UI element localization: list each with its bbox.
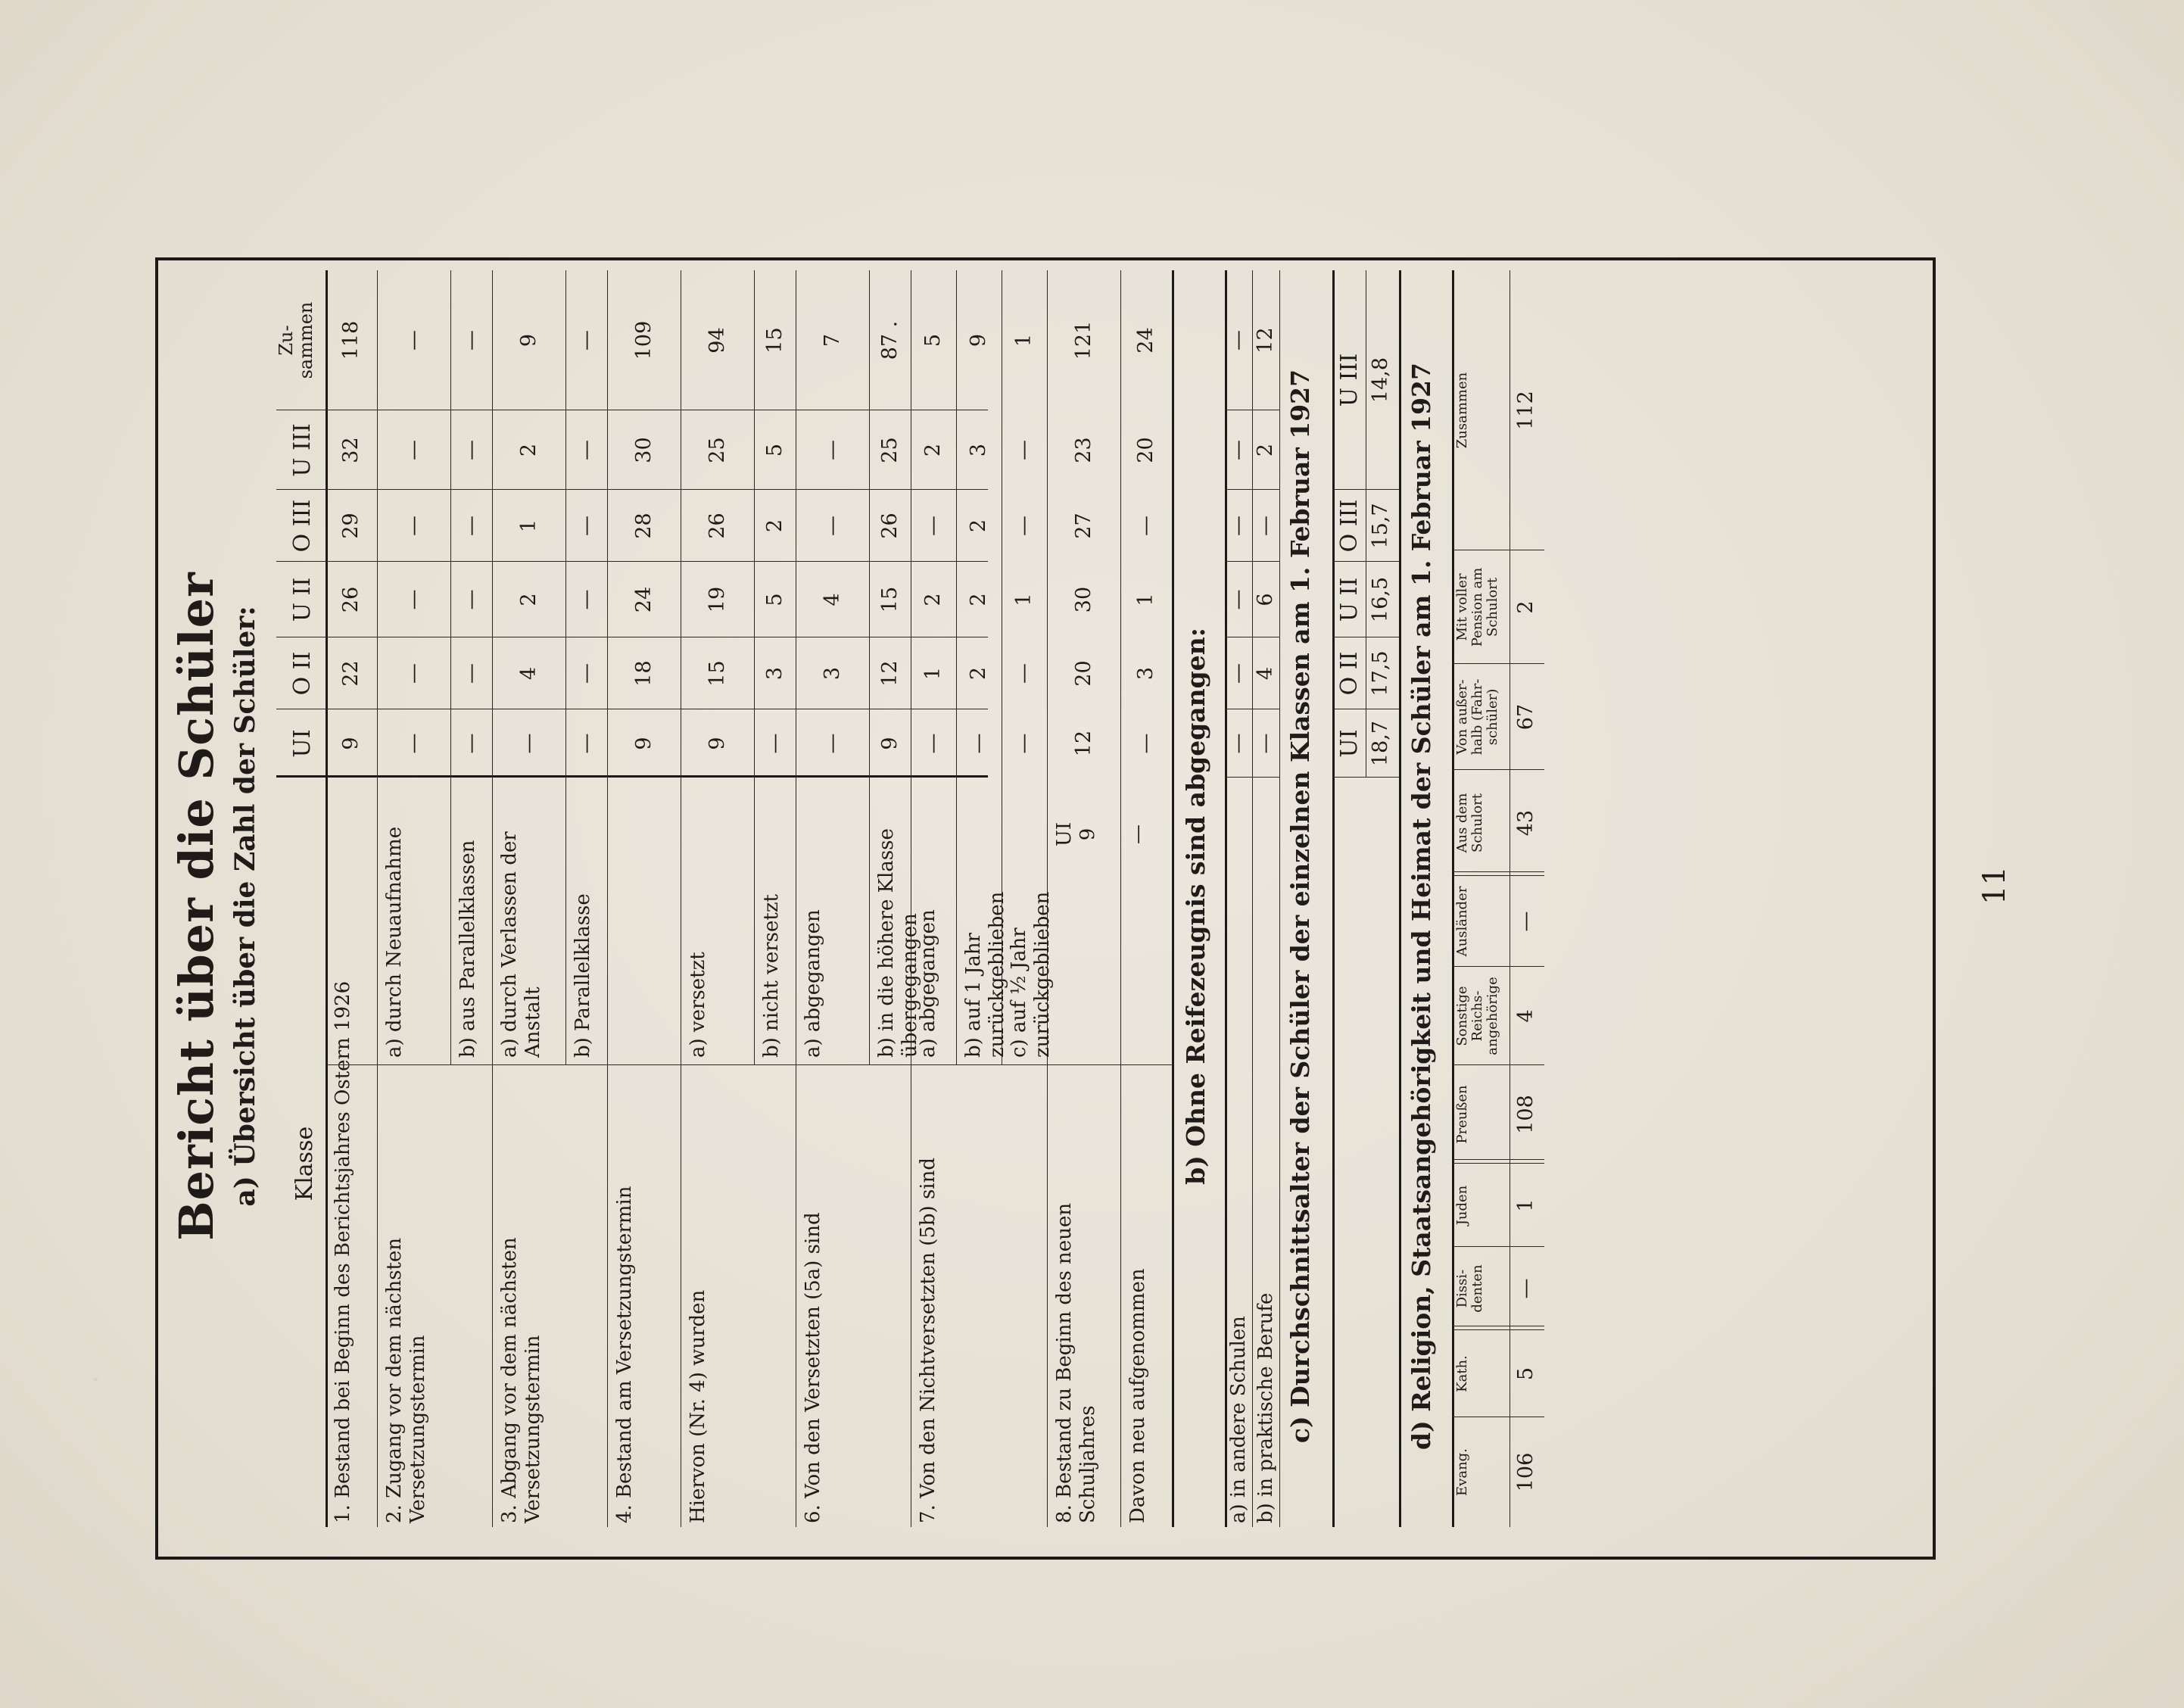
cell-7-0: —	[762, 733, 787, 754]
bleed-through-mark: ·	[91, 1363, 101, 1398]
row-label-14: Davon neu aufgenommen	[1126, 1268, 1149, 1523]
cell-14-0: —	[1134, 733, 1157, 754]
b-cell-1-2: 6	[1254, 593, 1277, 606]
d-value-6: —	[1514, 911, 1538, 932]
b-cell-1-5: 12	[1254, 327, 1277, 354]
column-header-1: O II	[289, 651, 316, 696]
row-sublabel-3: a) durch Verlassen der Anstalt	[498, 831, 544, 1058]
cell-6-2: 19	[705, 586, 729, 613]
cell-2-1: —	[459, 663, 483, 684]
cell-1-2: —	[401, 589, 425, 610]
table-a-sub-rule	[326, 1064, 1172, 1065]
table-d-col-rule	[1452, 663, 1544, 664]
row-sublabel-9: b) in die höhere Klasse übergegangen	[875, 828, 921, 1058]
d-header-2: Dissi- denten	[1454, 1264, 1485, 1313]
cell-13-3: 27	[1071, 513, 1095, 539]
table-d-col-rule	[1452, 966, 1544, 967]
cell-8-0: —	[820, 733, 844, 754]
cell-12-3: —	[1012, 516, 1036, 536]
table-a-row-rule	[492, 270, 493, 1527]
row-label-10: 7. Von den Nichtversetzten (5b) sind	[917, 1158, 939, 1523]
d-value-2: —	[1514, 1278, 1538, 1299]
d-value-9: 2	[1514, 600, 1538, 614]
cell-1-1: —	[401, 663, 425, 684]
b-cell-0-4: —	[1226, 440, 1250, 460]
section-d-heading: d) Religion, Staatsangehörigkeit und Heimat der Schüler am 1. Februar 1927	[1407, 363, 1436, 1450]
table-a-row-rule	[377, 270, 378, 1527]
cell-12-2: 1	[1012, 593, 1036, 606]
b-row-label-1: b) in praktische Berufe	[1254, 1292, 1277, 1523]
column-header-5: Zu- sammen	[276, 301, 316, 379]
cell-7-5: 15	[762, 327, 787, 354]
d-header-0: Evang.	[1454, 1448, 1470, 1496]
row-sublabel-2: b) aus Parallelklassen	[456, 840, 479, 1058]
cell-2-4: —	[459, 440, 483, 460]
table-a-row-rule	[565, 270, 566, 1065]
table-a-row-rule	[450, 270, 451, 1065]
table-d-col-rule	[1452, 871, 1544, 876]
c-header-4: U III	[1336, 353, 1363, 407]
cell-8-1: 3	[820, 666, 844, 681]
cell-13-0: 12	[1071, 730, 1095, 757]
rotated-report	[163, 263, 1930, 1550]
cell-2-5: —	[459, 330, 483, 351]
d-header-5: Sonstige Reichs- angehörige	[1454, 977, 1500, 1055]
column-header-0: UI	[289, 729, 316, 758]
cell-6-0: 9	[705, 737, 729, 750]
table-b-row-rule	[1252, 270, 1253, 1527]
cell-9-2: 15	[877, 586, 902, 613]
column-header-3: O III	[289, 499, 316, 553]
d-value-5: 4	[1514, 1009, 1538, 1023]
cell-10-0: —	[921, 733, 945, 754]
row-sublabel-10: a) abgegangen	[917, 909, 939, 1058]
b-cell-1-1: 4	[1254, 666, 1277, 681]
table-c-top-rule	[1332, 270, 1335, 1527]
cell-14-4: 20	[1134, 437, 1157, 463]
cell-9-0: 9	[877, 737, 902, 750]
table-a-bottom-rule	[1172, 270, 1174, 1527]
cell-7-2: 5	[762, 593, 787, 606]
row-sublabel-11: b) auf 1 Jahr zurückgeblieben	[962, 891, 1008, 1058]
table-b-col-rule	[1225, 489, 1279, 490]
cell-8-2: 4	[820, 593, 844, 606]
cell-0-4: 32	[339, 437, 363, 463]
table-d-col-rule	[1452, 1326, 1544, 1330]
table-a-row-rule	[1047, 270, 1048, 1527]
cell-4-2: —	[574, 589, 598, 610]
cell-0-1: 22	[339, 660, 363, 687]
cell-3-2: 2	[516, 593, 541, 606]
d-value-7: 43	[1514, 809, 1538, 837]
cell-11-1: 2	[967, 666, 990, 681]
cell-11-2: 2	[967, 593, 990, 606]
cell-10-4: 2	[921, 443, 945, 457]
cell-4-0: —	[574, 733, 598, 754]
cell-11-0: —	[967, 733, 990, 754]
cell-10-5: 5	[921, 333, 945, 348]
row-label-6: Hiervon (Nr. 4) wurden	[687, 1289, 709, 1523]
cell-5-3: 28	[631, 513, 656, 539]
b-cell-0-0: —	[1226, 733, 1250, 754]
table-d-mid-rule	[1509, 270, 1510, 1527]
cell-14-1: 3	[1134, 666, 1157, 681]
d-value-1: 5	[1514, 1367, 1538, 1381]
report-title: Bericht über die Schüler	[169, 572, 224, 1241]
d-value-10: 112	[1514, 391, 1538, 430]
cell-14-5: 24	[1134, 327, 1157, 354]
b-cell-0-3: —	[1226, 516, 1250, 536]
cell-12-0: —	[1012, 733, 1036, 754]
cell-3-3: 1	[516, 519, 541, 533]
d-header-1: Kath.	[1454, 1355, 1470, 1392]
cell-3-1: 4	[516, 666, 541, 681]
d-header-10: Zusammen	[1454, 372, 1470, 449]
cell-7-3: 2	[762, 519, 787, 533]
d-header-3: Juden	[1454, 1185, 1470, 1226]
row-sublabel-12: c) auf ½ Jahr zurückgeblieben	[1008, 891, 1054, 1058]
cell-9-4: 25	[877, 437, 902, 463]
b-cell-1-4: 2	[1254, 443, 1277, 457]
table-d-col-rule	[1452, 1064, 1544, 1065]
table-d-col-rule	[1452, 769, 1544, 770]
table-b-col-rule	[1225, 561, 1279, 562]
cell-9-5: 87 .	[877, 320, 902, 360]
cell-1-4: —	[401, 440, 425, 460]
c-header-3: O III	[1336, 499, 1363, 553]
cell-12-1: —	[1012, 663, 1036, 684]
cell-0-5: 118	[339, 320, 363, 360]
cell-2-3: —	[459, 516, 483, 536]
cell-4-5: —	[574, 330, 598, 351]
b-cell-0-1: —	[1226, 663, 1250, 684]
cell-2-2: —	[459, 589, 483, 610]
c-header-1: O II	[1336, 651, 1363, 696]
row-sublabel-13: UI 9	[1053, 821, 1099, 847]
cell-13-4: 23	[1071, 437, 1095, 463]
c-value-2: 16,5	[1369, 576, 1392, 623]
row-sublabel-7: b) nicht versetzt	[760, 894, 783, 1058]
column-header-2: U II	[289, 577, 316, 622]
cell-10-3: —	[921, 516, 945, 536]
column-header-4: U III	[289, 423, 316, 477]
cell-1-3: —	[401, 516, 425, 536]
d-value-8: 67	[1514, 703, 1538, 731]
cell-7-1: 3	[762, 666, 787, 681]
cell-4-1: —	[574, 663, 598, 684]
row-sublabel-4: b) Parallelklasse	[572, 893, 594, 1058]
cell-12-5: 1	[1012, 333, 1036, 348]
table-c-bottom-rule	[1399, 270, 1401, 1527]
cell-3-0: —	[516, 733, 541, 754]
row-label-13: 8. Bestand zu Beginn des neuen Schuljahres	[1053, 1202, 1099, 1523]
b-cell-1-0: —	[1254, 733, 1277, 754]
b-cell-0-5: —	[1226, 330, 1250, 351]
c-value-4: 14,8	[1369, 357, 1392, 404]
cell-12-4: —	[1012, 440, 1036, 460]
table-a-row-rule	[607, 270, 608, 1527]
section-a-heading: a) Übersicht über die Zahl der Schüler:	[229, 606, 261, 1207]
d-value-3: 1	[1514, 1198, 1538, 1212]
page-number: 11	[1977, 866, 2012, 905]
d-header-8: Von außer- halb (Fahr- schüler)	[1454, 678, 1500, 756]
table-a-row-rule	[869, 270, 870, 1065]
cell-6-1: 15	[705, 660, 729, 687]
table-a-row-rule	[754, 270, 755, 1065]
cell-11-5: 9	[967, 333, 990, 348]
d-header-9: Mit voller Pension am Schulort	[1454, 567, 1500, 647]
cell-4-4: —	[574, 440, 598, 460]
table-b-col-rule	[1225, 777, 1279, 778]
cell-13-5: 121	[1071, 320, 1095, 360]
cell-4-3: —	[574, 516, 598, 536]
c-header-0: UI	[1336, 729, 1363, 758]
cell-8-5: 7	[820, 333, 844, 348]
cell-0-0: 9	[339, 737, 363, 750]
cell-3-4: 2	[516, 443, 541, 457]
cell-5-0: 9	[631, 737, 656, 750]
cell-6-5: 94	[705, 327, 729, 354]
table-d-col-rule	[1452, 1246, 1544, 1247]
cell-2-0: —	[459, 733, 483, 754]
c-value-0: 18,7	[1369, 720, 1392, 767]
cell-5-4: 30	[631, 437, 656, 463]
cell-13-2: 30	[1071, 586, 1095, 613]
row-label-5: 4. Bestand am Versetzungstermin	[613, 1186, 636, 1523]
d-value-0: 106	[1514, 1452, 1538, 1492]
row-label-0: 1. Bestand bei Beginn des Berichtsjahres Ostern 1926	[332, 980, 354, 1523]
cell-5-5: 109	[631, 320, 656, 360]
cell-9-1: 12	[877, 660, 902, 687]
cell-8-3: —	[820, 516, 844, 536]
row-label-8: 6. Von den Versetzten (5a) sind	[802, 1212, 824, 1523]
row-sublabel-8: a) abgegangen	[802, 909, 824, 1058]
cell-7-4: 5	[762, 443, 787, 457]
d-value-4: 108	[1514, 1095, 1538, 1134]
c-value-3: 15,7	[1369, 503, 1392, 549]
table-a-row-rule	[1120, 270, 1121, 1527]
cell-1-5: —	[401, 330, 425, 351]
row-label-3: 3. Abgang vor dem nächsten Versetzungstermin	[498, 1237, 544, 1523]
row-sublabel-6: a) versetzt	[687, 952, 709, 1058]
table-a-header-rule	[326, 270, 328, 1527]
table-d-col-rule	[1452, 1159, 1544, 1164]
row-sublabel-1: a) durch Neuaufnahme	[383, 826, 406, 1058]
cell-0-3: 29	[339, 513, 363, 539]
row-label-1: 2. Zugang vor dem nächsten Versetzungstermin	[383, 1237, 429, 1523]
cell-5-2: 24	[631, 586, 656, 613]
c-header-2: U II	[1336, 577, 1363, 622]
b-row-label-0: a) in andere Schulen	[1227, 1316, 1250, 1523]
cell-3-5: 9	[516, 333, 541, 348]
column-header-klasse: Klasse	[291, 1126, 318, 1202]
cell-10-2: 2	[921, 593, 945, 606]
table-a-row-rule	[956, 270, 957, 1065]
b-cell-0-2: —	[1226, 589, 1250, 610]
cell-0-2: 26	[339, 586, 363, 613]
cell-6-4: 25	[705, 437, 729, 463]
table-b-row-rule	[1279, 270, 1280, 1527]
cell-6-3: 26	[705, 513, 729, 539]
cell-11-3: 2	[967, 519, 990, 533]
cell-9-3: 26	[877, 513, 902, 539]
c-value-1: 17,5	[1369, 650, 1392, 697]
section-b-heading: b) Ohne Reifezeugnis sind abgegangen:	[1181, 628, 1210, 1185]
row-sublabel-14: —	[1126, 824, 1149, 844]
cell-14-3: —	[1134, 516, 1157, 536]
section-c-heading: c) Durchschnittsalter der Schüler der einzelnen Klassen am 1. Februar 1927	[1285, 369, 1315, 1444]
cell-8-4: —	[820, 440, 844, 460]
cell-1-0: —	[401, 733, 425, 754]
d-header-7: Aus dem Schulort	[1454, 793, 1485, 853]
cell-10-1: 1	[921, 666, 945, 681]
cell-13-1: 20	[1071, 660, 1095, 687]
cell-5-1: 18	[631, 660, 656, 687]
cell-11-4: 3	[967, 443, 990, 457]
d-header-4: Preußen	[1454, 1085, 1470, 1144]
b-cell-1-3: —	[1254, 516, 1277, 536]
cell-14-2: 1	[1134, 593, 1157, 606]
d-header-6: Ausländer	[1454, 886, 1470, 957]
